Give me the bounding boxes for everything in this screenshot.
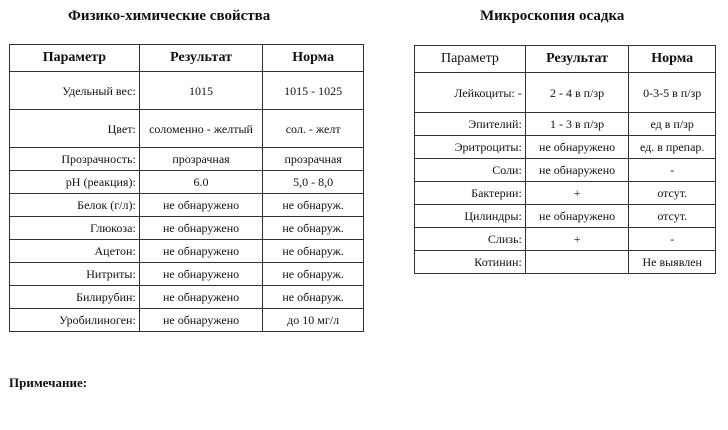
table-row: [10, 171, 364, 194]
result-cell: 6.0: [139, 171, 263, 194]
norm-cell: до 10 мг/л: [263, 309, 364, 332]
parameter-cell: Ацетон:: [10, 240, 140, 263]
parameter-cell: Цвет:: [10, 110, 140, 148]
microscopy-table: [414, 45, 716, 274]
table-row: [10, 217, 364, 240]
table-header-row: [10, 45, 364, 72]
table-row: [415, 136, 716, 159]
result-cell: прозрачная: [139, 148, 263, 171]
table-row: [10, 148, 364, 171]
norm-cell: не обнаруж.: [263, 240, 364, 263]
header-norm: Норма: [263, 45, 364, 72]
result-cell: 2 - 4 в п/зр: [525, 73, 629, 113]
header-parameter: Параметр: [10, 45, 140, 72]
result-cell: не обнаружено: [525, 159, 629, 182]
table-row: [10, 263, 364, 286]
parameter-cell: Бактерии:: [415, 182, 526, 205]
norm-cell: ед в п/зр: [629, 113, 716, 136]
result-cell: не обнаружено: [525, 205, 629, 228]
table-row: [415, 251, 716, 274]
physico-chemical-title: Физико-химические свойства: [68, 8, 271, 24]
table-row: [415, 228, 716, 251]
parameter-cell: Уробилиноген:: [10, 309, 140, 332]
table-row: [10, 309, 364, 332]
result-cell: не обнаружено: [525, 136, 629, 159]
parameter-cell: pH (реакция):: [10, 171, 140, 194]
norm-cell: прозрачная: [263, 148, 364, 171]
table-row: [10, 72, 364, 110]
norm-cell: сол. - желт: [263, 110, 364, 148]
table-row: [10, 110, 364, 148]
parameter-cell: Котинин:: [415, 251, 526, 274]
result-cell: не обнаружено: [139, 194, 263, 217]
norm-cell: 0-3-5 в п/зр: [629, 73, 716, 113]
table-header-row: [415, 46, 716, 73]
parameter-cell: Билирубин:: [10, 286, 140, 309]
parameter-cell: Нитриты:: [10, 263, 140, 286]
norm-cell: 1015 - 1025: [263, 72, 364, 110]
norm-cell: ед. в препар.: [629, 136, 716, 159]
result-cell: +: [525, 182, 629, 205]
result-cell: 1015: [139, 72, 263, 110]
result-cell: +: [525, 228, 629, 251]
result-cell: не обнаружено: [139, 263, 263, 286]
norm-cell: -: [629, 159, 716, 182]
result-cell: не обнаружено: [139, 286, 263, 309]
note-label: Примечание:: [9, 375, 88, 390]
result-cell: не обнаружено: [139, 309, 263, 332]
table-row: [415, 73, 716, 113]
norm-cell: не обнаруж.: [263, 286, 364, 309]
header-parameter: Параметр: [415, 46, 526, 73]
table-row: [10, 194, 364, 217]
parameter-cell: Слизь:: [415, 228, 526, 251]
norm-cell: не обнаруж.: [263, 217, 364, 240]
norm-cell: Не выявлен: [629, 251, 716, 274]
result-cell: не обнаружено: [139, 240, 263, 263]
table-row: [10, 240, 364, 263]
header-result: Результат: [139, 45, 263, 72]
result-cell: не обнаружено: [139, 217, 263, 240]
header-norm: Норма: [629, 46, 716, 73]
norm-cell: не обнаруж.: [263, 263, 364, 286]
norm-cell: не обнаруж.: [263, 194, 364, 217]
parameter-cell: Соли:: [415, 159, 526, 182]
result-cell: соломенно - желтый: [139, 110, 263, 148]
table-row: [415, 159, 716, 182]
parameter-cell: Эпителий:: [415, 113, 526, 136]
microscopy-title: Микроскопия осадка: [480, 8, 625, 24]
result-cell: [525, 251, 629, 274]
parameter-cell: Лейкоциты: -: [415, 73, 526, 113]
norm-cell: отсут.: [629, 205, 716, 228]
parameter-cell: Цилиндры:: [415, 205, 526, 228]
norm-cell: отсут.: [629, 182, 716, 205]
norm-cell: -: [629, 228, 716, 251]
table-row: [415, 113, 716, 136]
parameter-cell: Белок (г/л):: [10, 194, 140, 217]
table-row: [10, 286, 364, 309]
norm-cell: 5,0 - 8,0: [263, 171, 364, 194]
parameter-cell: Удельный вес:: [10, 72, 140, 110]
result-cell: 1 - 3 в п/зр: [525, 113, 629, 136]
parameter-cell: Прозрачность:: [10, 148, 140, 171]
parameter-cell: Глюкоза:: [10, 217, 140, 240]
table-row: [415, 182, 716, 205]
parameter-cell: Эритроциты:: [415, 136, 526, 159]
physico-chemical-table: [9, 44, 364, 332]
header-result: Результат: [525, 46, 629, 73]
table-row: [415, 205, 716, 228]
